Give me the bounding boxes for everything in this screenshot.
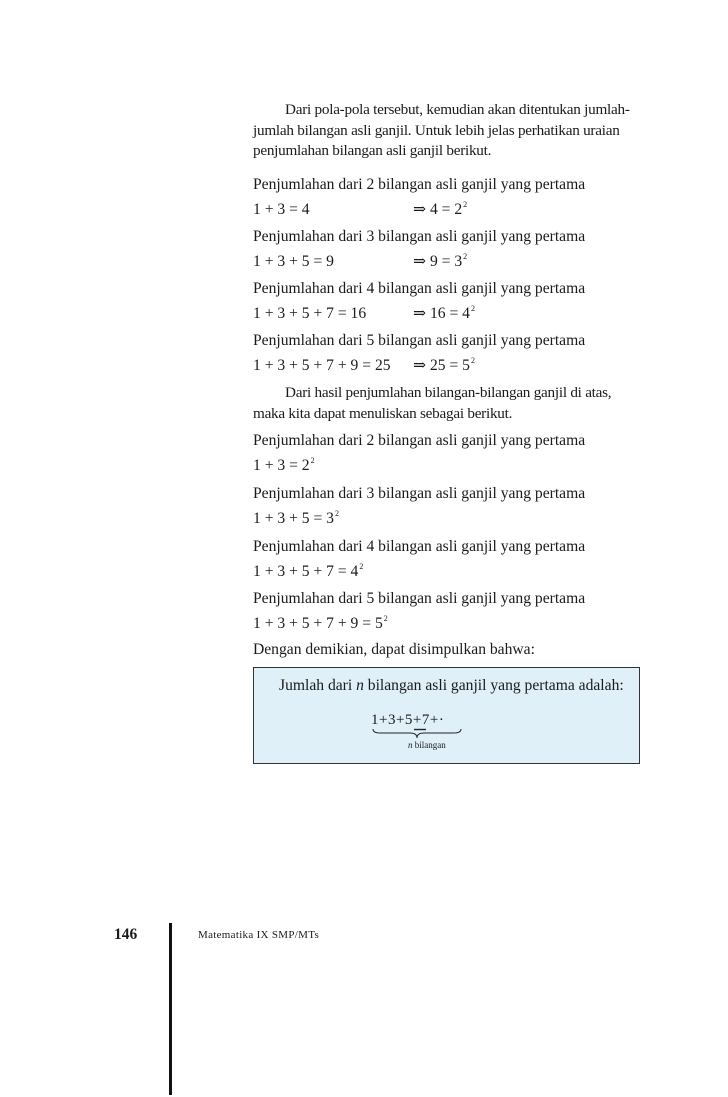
footer-divider (169, 923, 172, 1095)
box-statement: Jumlah dari n bilangan asli ganjil yang pertama adalah: (279, 677, 624, 694)
result-heading-1: Penjumlahan dari 2 bilangan asli ganjil yang pertama (253, 432, 586, 449)
example-equation-3: 1 + 3 + 5 + 7 = 16 ⇒ $16 = 4^2$ (253, 304, 475, 322)
result-line-2: maka kita dapat menuliskan sebagai berikut. (253, 404, 513, 422)
conclusion-text: Dengan demikian, dapat disimpulkan bahwa: (253, 641, 535, 658)
underbrace-icon (372, 728, 462, 740)
example-heading-3: Penjumlahan dari 4 bilangan asli ganjil yang pertama (253, 280, 586, 297)
sum-formula: 1+3+5+7+· (371, 712, 445, 728)
conclusion-box (253, 667, 640, 764)
example-heading-1: Penjumlahan dari 2 bilangan asli ganjil yang pertama (253, 176, 586, 193)
result-equation-1: $1 + 3 = 2^2$ (253, 456, 315, 474)
result-equation-2: $1 + 3 + 5 = 3^2$ (253, 509, 339, 527)
intro-line-1: Dari pola-pola tersebut, kemudian akan ditentukan jumlah- (285, 101, 630, 118)
example-equation-2: 1 + 3 + 5 = 9 ⇒ $9 = 3^2$ (253, 252, 468, 270)
result-equation-4: $1 + 3 + 5 + 7 + 9 = 5^2$ (253, 614, 388, 632)
intro-paragraph (253, 100, 641, 162)
book-title: Matematika IX SMP/MTs (198, 929, 320, 941)
result-heading-3: Penjumlahan dari 4 bilangan asli ganjil yang pertama (253, 538, 586, 555)
result-equation-3: $1 + 3 + 5 + 7 = 4^2$ (253, 562, 364, 580)
result-heading-4: Penjumlahan dari 5 bilangan asli ganjil yang pertama (253, 590, 586, 607)
example-heading-4: Penjumlahan dari 5 bilangan asli ganjil yang pertama (253, 332, 586, 349)
intro-line-3: penjumlahan bilangan asli ganjil berikut. (253, 142, 492, 159)
example-equation-4: 1 + 3 + 5 + 7 + 9 = 25 ⇒ $25 = 5^2$ (253, 356, 475, 374)
example-heading-2: Penjumlahan dari 3 bilangan asli ganjil yang pertama (253, 228, 586, 245)
result-paragraph (253, 383, 641, 424)
page-number: 146 (114, 926, 138, 943)
example-equation-1: 1 + 3 = 4 ⇒ $4 = 2^2$ (253, 200, 468, 218)
brace-label: n bilangan (408, 740, 446, 750)
intro-line-2: jumlah bilangan asli ganjil. Untuk lebih jelas perhatikan uraian (253, 121, 620, 139)
result-heading-2: Penjumlahan dari 3 bilangan asli ganjil yang pertama (253, 485, 586, 502)
result-line-1: Dari hasil penjumlahan bilangan-bilangan ganjil di atas, (285, 384, 612, 401)
